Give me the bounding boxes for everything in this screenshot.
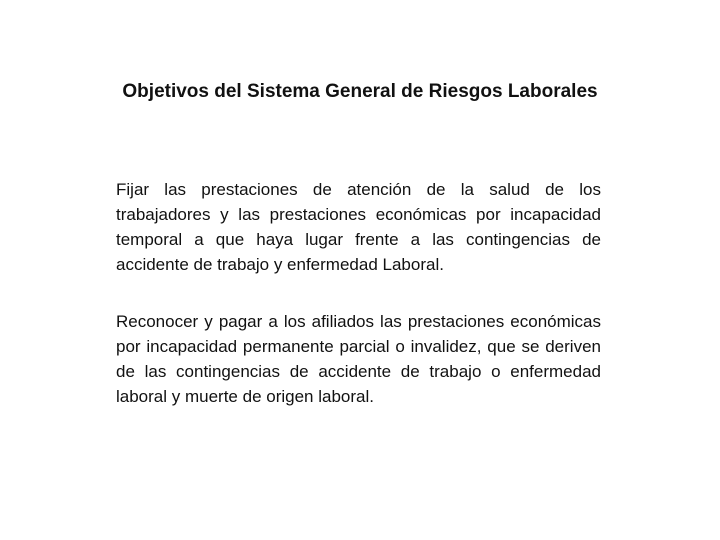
slide-title: Objetivos del Sistema General de Riesgos Laborales — [122, 81, 598, 102]
paragraph-prestaciones-salud: Fijar las prestaciones de atención de la salud de los trabajadores y las prestaciones económicas por incapacidad temporal a que haya lugar frente a las contingencias de accidente de trabajo y enfermedad Laboral. — [116, 180, 601, 274]
paragraph-prestaciones-economicas: Reconocer y pagar a los afiliados las prestaciones económicas por incapacidad permanente parcial o invalidez, que se deriven de las contingencias de accidente de trabajo o enfermedad laboral y muerte de origen laboral. — [116, 312, 601, 406]
